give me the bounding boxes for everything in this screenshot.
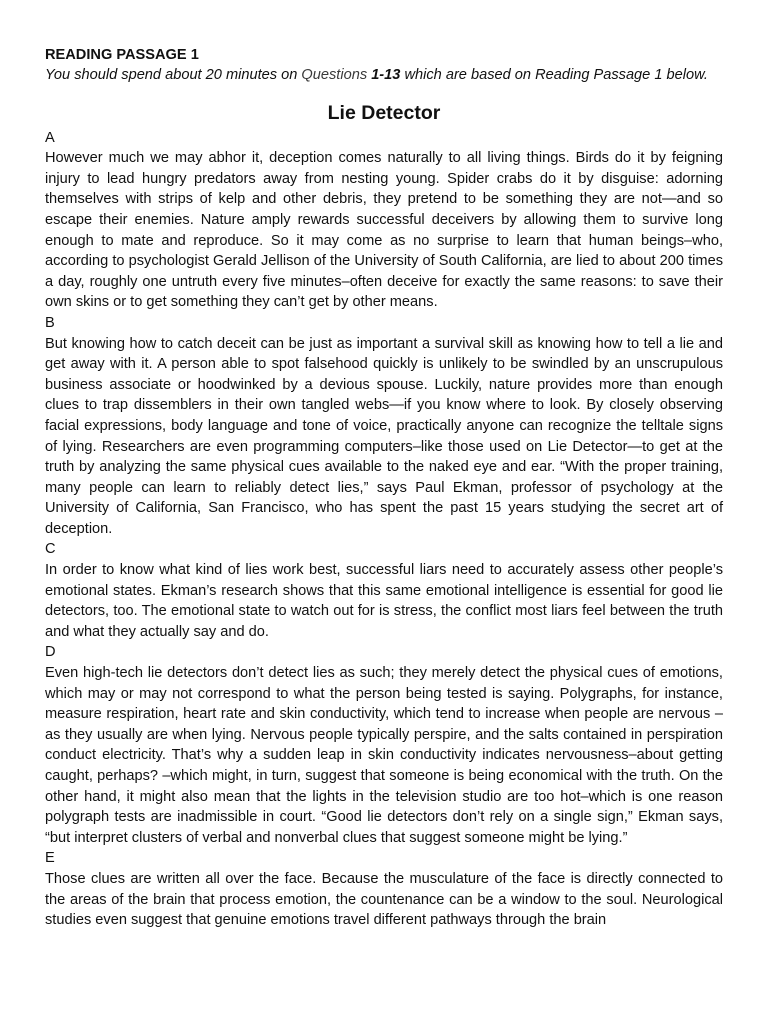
paragraph-letter-d: D: [45, 644, 56, 661]
reading-passage-page: [45, 45, 723, 931]
paragraph-text-c: In order to know what kind of lies work best, successful liars need to accurately assess other people’s emotional states. Ekman’s research shows that this same emotional intelligence is essential for good lie detectors, too. The emotional state to watch out for is stress, the conflict most liars feel between the truth and what they actually say and do.: [45, 562, 723, 640]
passage-title: Lie Detector: [327, 101, 441, 124]
paragraph-letter-a: A: [45, 129, 55, 146]
paragraph-letter-c: C: [45, 541, 56, 558]
paragraph-letter-e: E: [45, 850, 55, 867]
paragraph-letter-b: B: [45, 314, 55, 331]
paragraph-text-e: Those clues are written all over the face. Because the musculature of the face is directly connected to the areas of the brain that process emotion, the countenance can be a window to the soul. Neurological studies even suggest that genuine emotions travel different pathways through the brain: [45, 870, 723, 929]
paragraph-text-d: Even high-tech lie detectors don’t detect lies as such; they merely detect the physical cues of emotions, which may or may not correspond to what the person being tested is saying. Polygraphs, for instance, measure respiration, heart rate and skin conductivity, which tend to increase when people are nervous – as they usually are when lying. Nervous people typically perspire, and the salts contained in perspiration conduct electricity. That’s why a sudden leap in skin conductivity indicates nervousness–about getting caught, perhaps? –which might, in turn, suggest that someone is being economical with the truth. On the other hand, it might also mean that the lights in the television studio are too hot–which is one reason polygraph tests are inadmissible in court. “Good lie detectors don’t rely on a single sign,” Ekman says, “but interpret clusters of verbal and nonverbal clues that suggest someone might be lying.”: [45, 665, 723, 846]
section-heading: READING PASSAGE 1: [45, 47, 199, 63]
paragraph-text-a: However much we may abhor it, deception comes naturally to all living things. Birds do it by feigning injury to lead hungry predators away from nesting young. Spider crabs do it by disguise: adorning themselves with strips of kelp and other debris, they pretend to be something they are not—and so escape their enemies. Nature amply rewards successful deceivers by allowing them to survive long enough to mate and reproduce. So it may come as no surprise to learn that human beings–who, according to psychologist Gerald Jellison of the University of South California, are lied to about 200 times a day, roughly one untruth every five minutes–often deceive for exactly the same reasons: to save their own skins or to get something they can’t get by other means.: [45, 150, 723, 311]
instruction-suffix: which are based on Reading Passage 1 below.: [400, 67, 708, 83]
questions-word: Questions: [301, 67, 368, 83]
instruction-text: [45, 65, 723, 86]
question-range: 1-13: [371, 67, 401, 83]
paragraph-text-b: But knowing how to catch deceit can be just as important a survival skill as knowing how to tell a lie and get away with it. A person able to spot falsehood quickly is unlikely to be swindled by an unscrupulous business associate or hoodwinked by a devious spouse. Luckily, nature provides more than enough clues to trap dissemblers in their own tangled webs—if you know where to look. By closely observing facial expressions, body language and tone of voice, practically anyone can recognize the telltale signs of lying. Researchers are even programming computers–like those used on Lie Detector—to get at the truth by analyzing the same physical cues available to the naked eye and ear. “With the proper training, many people can learn to reliably detect lies,” says Paul Ekman, professor of psychology at the University of California, San Francisco, who has spent the past 15 years studying the secret art of deception.: [45, 335, 723, 537]
instruction-prefix: You should spend about 20 minutes on: [45, 67, 302, 83]
passage-body: [45, 128, 723, 931]
